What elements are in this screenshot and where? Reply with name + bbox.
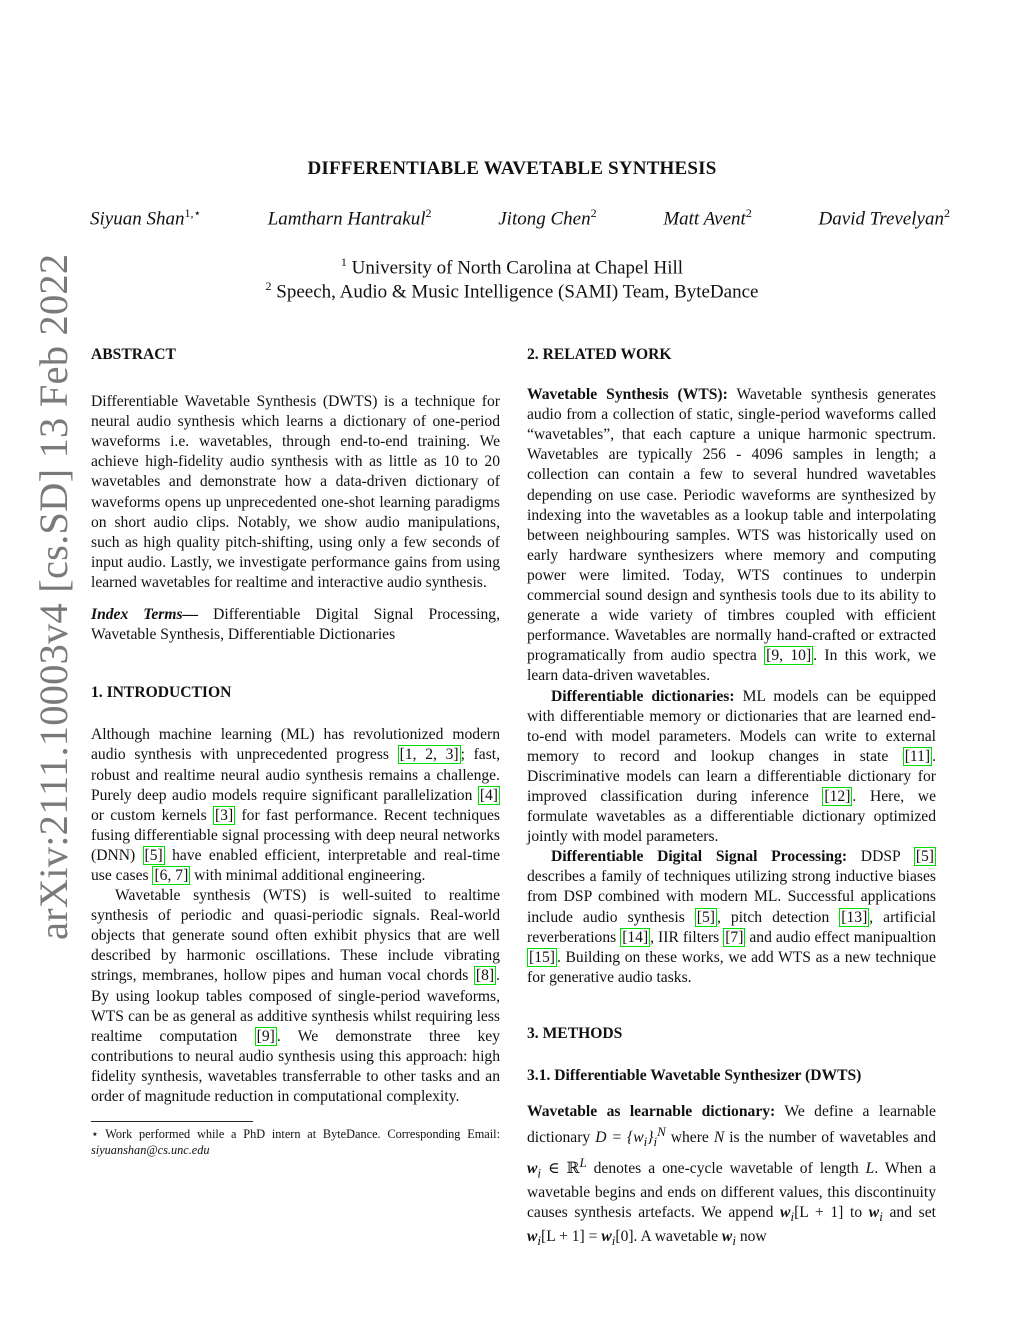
paper-title: DIFFERENTIABLE WAVETABLE SYNTHESIS [307,158,717,179]
citation-link[interactable]: [15] [529,948,555,966]
author: David Trevelyan$^2$ [818,206,950,230]
citation-link[interactable]: [4] [479,786,498,804]
email-link[interactable]: siyuanshan@cs.unc.edu [91,1143,210,1158]
related-ddsp-paragraph: Differentiable Digital Signal Processing: DDSP [5] describes a family of techniques utilizing strong inductive biases from DSP combined with modern ML. Successful applications include audio synthesis [5] , pitch detection [13] , artificial reverberations [14] , IIR filters [7] and audio effect manipualtion [15] . Building on these works, we add WTS as a new technique for generative audio tasks. [527,848,936,986]
abstract-heading: ABSTRACT [91,346,176,363]
citation-link[interactable]: [8] [475,967,495,985]
citation-link[interactable]: [12] [824,787,851,805]
citation-link[interactable]: [5] [915,848,934,866]
citation-link[interactable]: [11] [904,747,931,765]
citation-link[interactable]: [6, 7] [154,866,189,884]
methods-subheading: 3.1. Differentiable Wavetable Synthesizer (DWTS) [527,1067,862,1084]
author: Lamtharn Hantrakul$^2$ [267,206,432,230]
abstract-text: Differentiable Wavetable Synthesis (DWTS) is a technique for neural audio synthesis which learns a dictionary of one-period waveforms i.e. wavetables, through end-to-end training. We achieve high-fidelity audio synthesis with as little as 10 to 20 wavetables and demonstrate how a data-driven dictionary of waveforms opens up unprecedented one-shot learning paradigms on short audio clips. Notably, we show audio manipulations, such as high quality pitch-shifting, using only a few seconds of input audio. Lastly, we investigate performance gains from using learned wavetables for realtime and interactive audio synthesis. [91,393,500,591]
index-terms: Index Terms— Differentiable Digital Signal Processing, Wavetable Synthesis, Differentiable Dictionaries [91,606,501,644]
citation-link[interactable]: [14] [622,928,649,946]
arxiv-identifier-stamp: arXiv:2111.10003v4 [cs.SD] 13 Feb 2022 [31,253,76,940]
intro-paragraph-1: Although machine learning (ML) has revolutionized modern audio synthesis with unprecedented progress [1, 2, 3] ; fast, robust and realtime neural audio synthesis remains a challenge. Purely deep audio models require significant parallelization [4] or custom kernels [3] for fast performance. Recent techniques fusing differentiable signal processing with deep neural networks (DNN) [5] have enabled efficient, interpretable and real-time use cases [6, 7] with minimal additional engineering. [91,726,500,884]
citation-link[interactable]: [7] [725,928,744,946]
author: Matt Avent$^2$ [663,206,752,230]
citation-link[interactable]: [1, 2, 3] [399,746,459,764]
footnote: ⋆ Work performed while a PhD intern at ByteDance. Corresponding Email: siyuanshan@cs.unc.edu [91,1127,500,1158]
related-work-heading: 2. RELATED WORK [527,346,672,363]
right-column [527,345,936,1251]
related-dict-paragraph: Differentiable dictionaries: ML models can be equipped with differentiable memory or dictionaries that are learned end-to-end with model parameters. Models can write to external memory to record and lookup changes in state [11] . Discriminative models can learn a differentiable dictionary for improved classification during inference [12] . Here, we formulate wavetables as a differentiable dictionary optimized jointly with model parameters. [527,687,937,846]
author: Jitong Chen$^2$ [498,206,597,230]
citation-link[interactable]: [9] [256,1027,275,1045]
affiliation-1: $^1$ University of North Carolina at Chapel Hill [340,255,684,279]
citation-link[interactable]: [9, 10] [766,647,812,665]
author: Siyuan Shan$^{1,⋆}$ [90,206,201,230]
citation-link[interactable]: [5] [696,908,715,926]
citation-link[interactable]: [13] [841,908,868,926]
methods-paragraph: Wavetable as learnable dictionary: We define a learnable dictionary $D = \{w_i\}_i^N$ where N is the number of wavetables and $w_i$ ∈ ℝ$^L$ denotes a one-cycle wavetable of length L. When a wavetable begins and ends on different values, this discontinuity causes synthesis artefacts. We append $w_i[L + 1]$ to $w_i$ and set $w_i[L + 1] = w_i[0]$. A wavetable $w_i$ now [527,1103,936,1249]
intro-paragraph-2: Wavetable synthesis (WTS) is well-suited to realtime synthesis of periodic and quasi-periodic signals. Real-world objects that generate sound often exhibit physics that are well described by harmonic oscillations. These include vibrating strings, membranes, hollow pipes and human vocal chords [8] . By using lookup tables composed of single-period waveforms, WTS can be as general as additive synthesis whilst requiring less realtime computation [9] . We demonstrate three key contributions to neural audio synthesis using this approach: high fidelity synthesis, wavetables transferrable to other tasks and an order of magnitude reduction in computational complexity. [91,887,500,1105]
introduction-heading: 1. INTRODUCTION [91,684,232,702]
left-column [91,345,500,1158]
citation-link[interactable]: [3] [214,806,234,824]
affiliation-2: $^2$ Speech, Audio & Music Intelligence (SAMI) Team, ByteDance [265,279,759,303]
methods-heading: 3. METHODS [527,1024,623,1042]
author-list [90,206,950,230]
citation-link[interactable]: [5] [144,846,163,864]
related-wts-paragraph: Wavetable Synthesis (WTS): Wavetable synthesis generates audio from a collection of static, single-period waveforms called “wavetables”, that each capture a unique harmonic spectrum. Wavetables are typically 256 - 4096 samples in length; a collection can contain a few to several hundred wavetables depending on use case. Periodic waveforms are synthesized by indexing into the wavetables as a lookup table and interpolating between neighbouring samples. WTS was historically used on early hardware synthesizers where memory and computing power were limited. Today, WTS continues to underpin commercial sound design and synthesis tools due to its ability to generate a wide variety of timbres coupled with efficient performance. Wavetables are normally hand-crafted or extracted programatically from audio spectra [9, 10] . In this work, we learn data-driven wavetables. [527,386,937,685]
